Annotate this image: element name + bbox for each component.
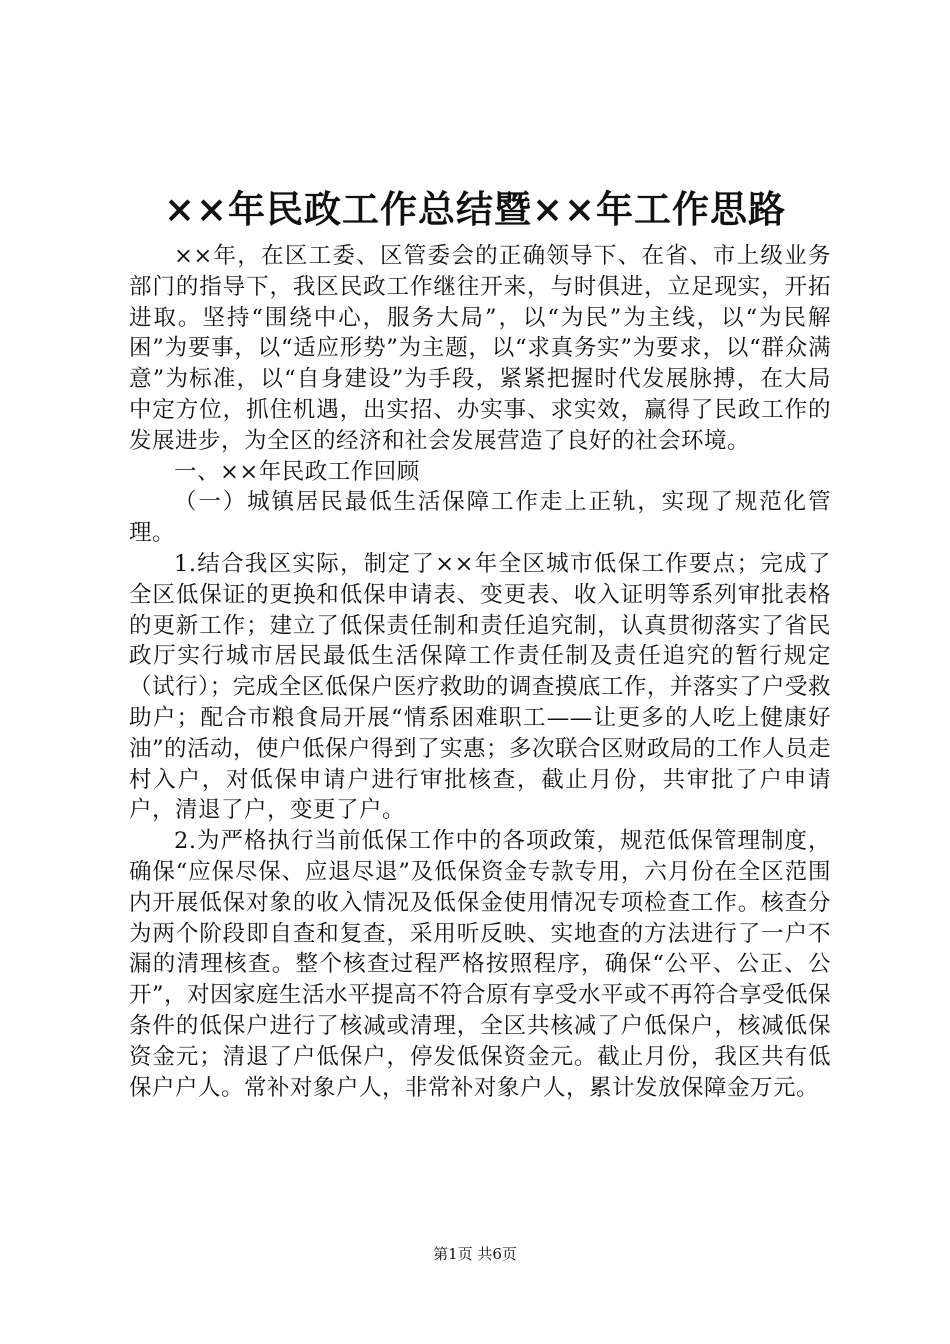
document-body: [129, 241, 831, 1103]
section-heading: 一、××年民政工作回顾: [174, 458, 420, 485]
item-paragraph-1: 1.结合我区实际，制定了××年全区城市低保工作要点；完成了全区低保证的更换和低保申请表、变更表、收入证明等系列审批表格的更新工作；建立了低保责任制和责任追究制，认真贯彻落实了省民政厅实行城市居民最低生活保障工作责任制及责任追究的暂行规定（试行）；完成全区低保户医疗救助的调查摸底工作，并落实了户受救助户；配合市粮食局开展“情系困难职工——让更多的人吃上健康好油”的活动，使户低保户得到了实惠；多次联合区财政局的工作人员走村入户，对低保申请户进行审批核查，截止月份，共审批了户申请户，清退了户，变更了户。: [129, 550, 832, 824]
subsection-heading: （一）城镇居民最低生活保障工作走上正轨，实现了规范化管理。: [129, 489, 831, 547]
page-footer: 第1页 共6页: [433, 1245, 517, 1263]
document-title: ××年民政工作总结暨××年工作思路: [163, 187, 786, 231]
intro-paragraph: ××年，在区工委、区管委会的正确领导下、在省、市上级业务部门的指导下，我区民政工作继往开来，与时俱进，立足现实，开拓进取。坚持“围绕中心，服务大局”，以“为民”为主线，以“为民解困”为要事，以“适应形势”为主题，以“求真务实”为要求，以“群众满意”为标准，以“自身建设”为手段，紧紧把握时代发展脉搏，在大局中定方位，抓住机遇，出实招、办实事、求实效，赢得了民政工作的发展进步，为全区的经济和社会发展营造了良好的社会环境。: [129, 243, 831, 454]
item-paragraph-2: 2.为严格执行当前低保工作中的各项政策，规范低保管理制度，确保“应保尽保、应退尽退”及低保资金专款专用，六月份在全区范围内开展低保对象的收入情况及低保金使用情况专项检查工作。核查分为两个阶段即自查和复查，采用听反映、实地查的方法进行了一户不漏的清理核查。整个核查过程严格按照程序，确保“公平、公正、公开”，对因家庭生活水平提高不符合原有享受水平或不再符合享受低保条件的低保户进行了核减或清理，全区共核减了户低保户，核减低保资金元；清退了户低保户，停发低保资金元。截止月份，我区共有低保户户人。常补对象户人，非常补对象户人，累计发放保障金万元。: [129, 828, 832, 1101]
